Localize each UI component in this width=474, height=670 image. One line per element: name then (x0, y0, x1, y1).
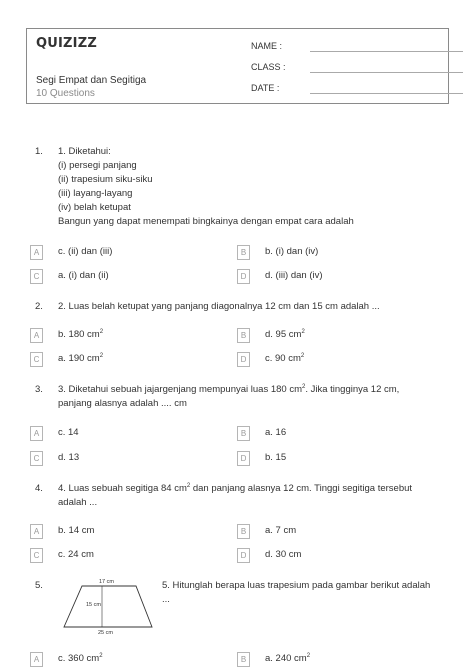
question-number: 2. (35, 301, 43, 312)
bottom-length-label: 25 cm (98, 630, 113, 636)
option-d-badge[interactable]: D (237, 451, 250, 466)
option-d-text[interactable]: d. 30 cm (265, 549, 302, 560)
height-label: 15 cm (86, 602, 101, 608)
top-length-label: 17 cm (99, 579, 114, 585)
option-b-badge[interactable]: B (237, 245, 250, 260)
option-b-text[interactable]: d. 95 $cm^2$ (265, 329, 305, 340)
option-a-badge[interactable]: A (30, 524, 43, 539)
option-a-badge[interactable]: A (30, 245, 43, 260)
option-d-text[interactable]: c. 90 $cm^2$ (265, 353, 305, 364)
question-number: 5. (35, 580, 43, 591)
question-line: 1. Diketahui: (58, 146, 111, 157)
class-line (310, 72, 463, 73)
date-field[interactable] (251, 83, 279, 93)
option-d-badge[interactable]: D (237, 548, 250, 563)
question-text (58, 145, 448, 229)
worksheet-title: Segi Empat dan Segitiga (36, 75, 147, 86)
question-number: 1. (35, 146, 43, 157)
date-label: DATE : (251, 83, 280, 93)
trapezoid-shape (64, 586, 152, 627)
option-b-text[interactable]: b. (i) dan (iv) (265, 246, 319, 257)
option-c-text[interactable]: c. 24 cm (58, 549, 94, 560)
class-field[interactable] (251, 62, 286, 72)
question-text: 4. Luas sebuah segitiga 84 $cm^2$ dan panjang alasnya 12 cm. Tinggi segitiga tersebut adalah ... (58, 483, 413, 508)
option-d-text[interactable]: d. (iii) dan (iv) (265, 270, 323, 281)
option-a-text[interactable]: b. 14 cm (58, 525, 95, 536)
worksheet-header (26, 28, 449, 104)
name-label: NAME : (251, 41, 283, 51)
option-c-text[interactable]: a. 190 $cm^2$ (58, 353, 104, 364)
question-count: 10 Questions (36, 88, 95, 99)
option-b-text[interactable]: a. 7 cm (265, 525, 297, 536)
class-label: CLASS : (251, 62, 286, 72)
option-b-badge[interactable]: B (237, 426, 250, 441)
question-line: (iii) layang-layang (58, 188, 133, 199)
option-c-badge[interactable]: C (30, 269, 43, 284)
option-b-badge[interactable]: B (237, 524, 250, 539)
option-c-badge[interactable]: C (30, 352, 43, 367)
option-b-badge[interactable]: B (237, 328, 250, 343)
option-d-text[interactable]: b. 15 (265, 452, 287, 463)
question-line: (ii) trapesium siku-siku (58, 174, 153, 185)
question-text: 3. Diketahui sebuah jajargenjang mempunyai luas 180 $cm^2$. Jika tingginya 12 cm, panjang alasnya adalah .... cm (58, 384, 400, 409)
option-a-text[interactable]: c. (ii) dan (iii) (58, 246, 113, 257)
question-text: 5. Hitunglah berapa luas trapesium pada gambar berikut adalah ... (162, 580, 431, 605)
option-a-text[interactable]: b. 180 $cm^2$ (58, 329, 104, 340)
option-c-badge[interactable]: C (30, 451, 43, 466)
name-field[interactable] (251, 41, 282, 51)
question-number: 3. (35, 384, 43, 395)
option-a-badge[interactable]: A (30, 652, 43, 667)
option-d-badge[interactable]: D (237, 352, 250, 367)
question-number: 4. (35, 483, 43, 494)
option-a-text[interactable]: c. 360 $cm^2$ (58, 653, 103, 664)
option-c-text[interactable]: a. (i) dan (ii) (58, 270, 109, 281)
option-c-badge[interactable]: C (30, 548, 43, 563)
option-d-badge[interactable]: D (237, 269, 250, 284)
name-line (310, 51, 463, 52)
question-line: Bangun yang dapat menempati bingkainya dengan empat cara adalah (58, 216, 354, 227)
trapezoid-figure (58, 578, 158, 636)
date-line (310, 93, 463, 94)
option-a-badge[interactable]: A (30, 426, 43, 441)
question-line: (i) persegi panjang (58, 160, 137, 171)
option-b-badge[interactable]: B (237, 652, 250, 667)
option-b-text[interactable]: a. 240 $cm^2$ (265, 653, 311, 664)
question-text: 2. Luas belah ketupat yang panjang diagonalnya 12 cm dan 15 cm adalah ... (58, 301, 380, 312)
quizizz-logo: QUIZIZZ (36, 36, 97, 51)
option-b-text[interactable]: a. 16 (265, 427, 287, 438)
option-c-text[interactable]: d. 13 (58, 452, 80, 463)
question-line: (iv) belah ketupat (58, 202, 131, 213)
option-a-text[interactable]: c. 14 (58, 427, 79, 438)
option-a-badge[interactable]: A (30, 328, 43, 343)
